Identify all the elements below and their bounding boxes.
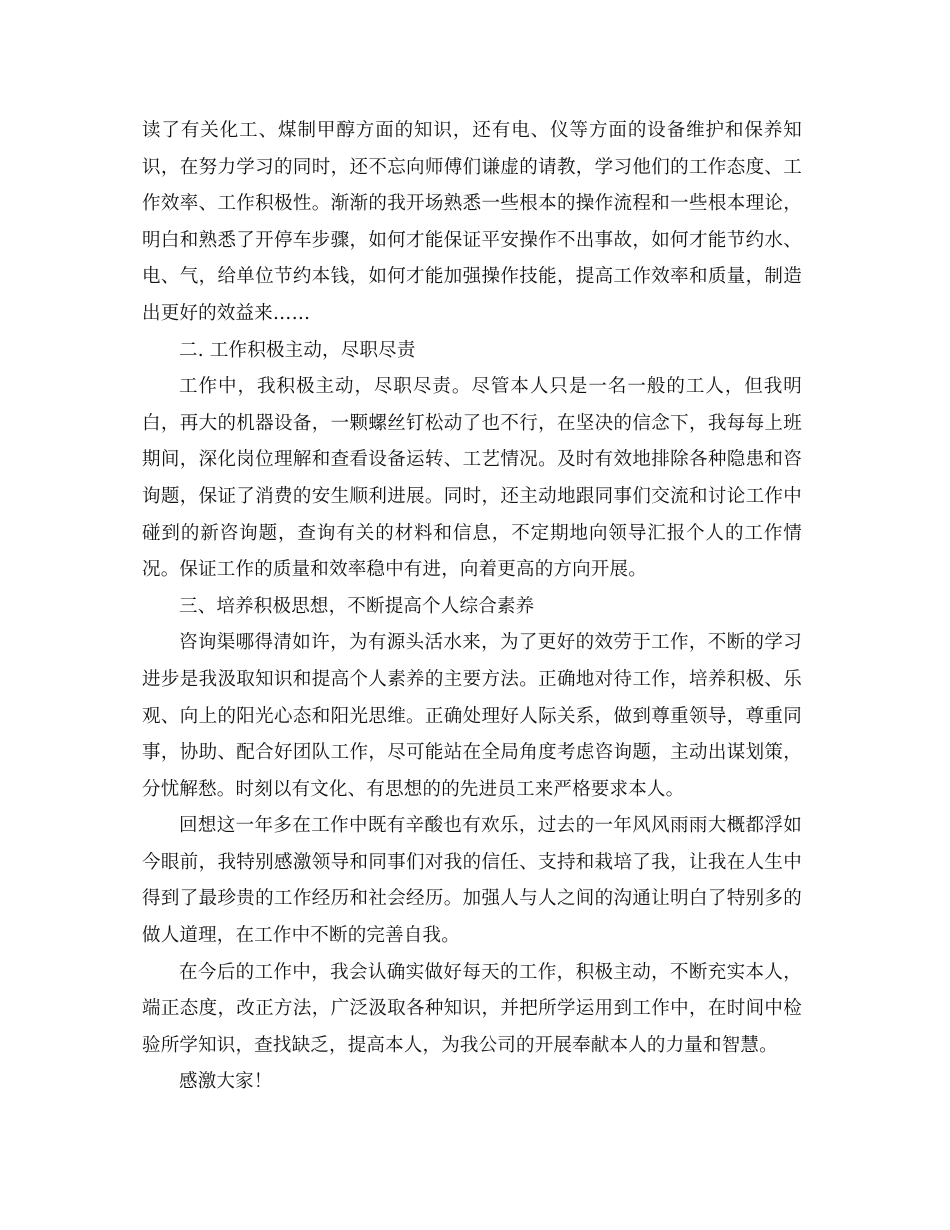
paragraph-work-initiative: 工作中，我积极主动，尽职尽责。尽管本人只是一名一般的工人，但我明白，再大的机器设备，一颗螺丝钉松动了也不行，在坚决的信念下，我每每上班期间，深化岗位理解和查看设备运转、工艺情况。及时有效地排除各种隐患和咨询题，保证了消费的安生顺利进展。同时，还主动地跟同事们交流和讨论工作中碰到的新咨询题，查询有关的材料和信息，不定期地向领导汇报个人的工作情况。保证工作的质量和效率稳中有进，向着更高的方向开展。 [142,376,802,581]
paragraph-thanks: 感激大家！ [179,1071,273,1093]
paragraph-study-continuation: 读了有关化工、煤制甲醇方面的知识，还有电、仪等方面的设备维护和保养知识，在努力学习的同时，还不忘向师傅们谦虚的请教，学习他们的工作态度、工作效率、工作积极性。渐渐的我开场熟悉一些根本的操作流程和一些根本理论，明白和熟悉了开停车步骤，如何才能保证平安操作不出事故，如何才能节约水、电、气，给单位节约本钱，如何才能加强操作技能，提高工作效率和质量，制造出更好的效益来…… [142,120,802,324]
section-heading-3: 三、培养积极思想，不断提高个人综合素养 [179,595,535,617]
paragraph-self-improvement: 咨询渠哪得清如许，为有源头活水来，为了更好的效劳于工作，不断的学习进步是我汲取知识和提高个人素养的主要方法。正确地对待工作，培养积极、乐观、向上的阳光心态和阳光思维。正确处理好人际关系，做到尊重领导，尊重同事，协助、配合好团队工作，尽可能站在全局角度考虑咨询题，主动出谋划策，分忧解愁。时刻以有文化、有思想的的先进员工来严格要求本人。 [142,632,802,800]
section-heading-2: 二. 工作积极主动，尽职尽责 [179,339,416,361]
paragraph-reflection: 回想这一年多在工作中既有辛酸也有欢乐，过去的一年风风雨雨大概都浮如今眼前，我特别感激领导和同事们对我的信任、支持和栽培了我，让我在人生中得到了最珍贵的工作经历和社会经历。加强人与人之间的沟通让明白了特别多的做人道理，在工作中不断的完善自我。 [142,815,802,947]
paragraph-future-plans: 在今后的工作中，我会认确实做好每天的工作，积极主动，不断充实本人，端正态度，改正方法，广泛汲取各种知识，并把所学运用到工作中，在时间中检验所学知识，查找缺乏，提高本人，为我公司的开展奉献本人的力量和智慧。 [142,961,802,1056]
document-body [142,113,802,1101]
